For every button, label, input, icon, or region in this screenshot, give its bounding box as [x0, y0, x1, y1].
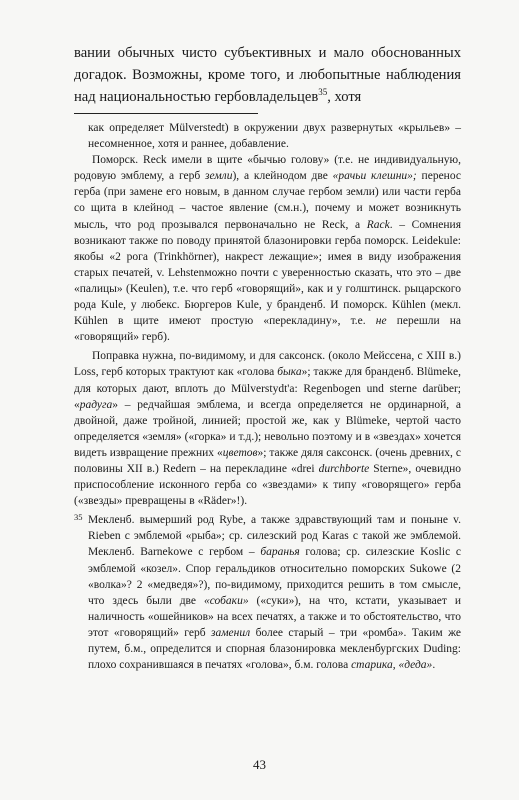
- footnote-paragraph-correction: [74, 348, 461, 509]
- footnote-text: Поморск. Reck имели в щите «бычью голову» (т.е. не индивидуальную, родовую эмблему, а герб: [74, 154, 461, 183]
- footnotes: [74, 120, 461, 673]
- footnote-text: Поправка нужна, по-видимому, и для саксонск. (около Мейссена, с XIII в.) Loss, герб которых трактуют как «голова: [74, 350, 461, 379]
- main-text-part: вании обычных чисто субъективных и мало обоснованных догадок. Возможны, кроме того, и любопытные наблюдения над национальностью гербовладельцев: [74, 45, 461, 105]
- footnote-text: голова; ср. силезские Koslic с эмблемой «козел». Спор геральдиков относительно поморских Sukowe (2 «волка»? 2 «медведя»?), по-видимому, приходится решить в том смысле, что здесь были две: [88, 546, 461, 607]
- footnote-number: 35: [74, 512, 83, 523]
- page-number: 43: [253, 757, 266, 772]
- footnote-italic: баранья: [260, 546, 300, 559]
- footnote-35: [74, 512, 461, 673]
- main-paragraph: [74, 42, 461, 108]
- footnote-italic: старика, «деда»: [351, 659, 433, 672]
- footnote-text: («суки»), на что, кстати, указывает и наличность «ошейников» на всех печатях, а также и то обстоятельство, что этот «говорящий» герб: [88, 594, 462, 639]
- footnote-italic: «собаки»: [203, 594, 249, 607]
- footnote-text: Sterne», очевидно приспособление исконного герба со «звездами» к типу «говорящего» герба («звезды» превращены в «Räder»!).: [74, 462, 461, 508]
- footnote-italic: быка: [277, 366, 302, 379]
- footnote-text: » – редчайшая эмблема, и всегда определяется не ординарной, а двойной, даже тройной, линией; простой же, как у Blümeke, чертой часто определяется «земля» («горка» и т.д.); невольно поэтому и в «звездах» хочется видеть извращение прежних «: [74, 398, 461, 459]
- footnote-paragraph-pomorsk: [74, 152, 461, 345]
- footnote-35-text: [88, 512, 461, 673]
- footnote-text: перенос герба (при замене его новым, в данном случае гербом земли) или части герба со щита в клейнод – частое явление (см.н.), почему и может возникнуть мысль, что род прозывался первоначально не Reck, а: [74, 170, 461, 231]
- footnote-ref-35[interactable]: 35: [318, 87, 328, 98]
- footnote-text: более старый – три «ромба». Таким же путем, б.м., определится и спорная блазонировка мекленбургских Duding: плохо сохранившаяся в печатях «голова», б.м. голова: [88, 626, 461, 672]
- footnote-italic: Rack: [366, 218, 390, 231]
- footnote-italic: «рачьи клешни»;: [332, 170, 417, 183]
- footnote-italic: заменил: [210, 626, 251, 639]
- footnote-italic: земли: [205, 170, 233, 183]
- footnote-italic: durchborte: [318, 462, 370, 475]
- footnote-separator: [74, 113, 258, 114]
- footnote-text: ), а клейнодом две: [232, 170, 333, 183]
- main-text-part: , хотя: [327, 89, 362, 105]
- footnote-italic: радуга: [79, 398, 113, 411]
- footnote-text: . – Сомнения возникают также по поводу принятой блазонировки герба поморск. Leidekule: якобы «2 рога (Trinkhörner), накрест лежащие»; имея в виду изображения старых печатей, v. Lehstenможно почти с уверенностью сказать, что это – две «палицы» (Keulen), т.е. что герб «говорящий», как и у голштинск. рыцарского рода Kule, у любекс. Бюргеров Kule, у бранденб. И поморск. Kühlen (мекл. Kühlen в щите имеют простую «перекладину», т.е.: [74, 218, 461, 328]
- footnote-italic: не: [375, 315, 387, 328]
- footnote-continuation: [74, 120, 461, 152]
- footnote-text: перешли на «говорящий» герб).: [74, 315, 461, 344]
- footnote-text: .: [432, 659, 436, 672]
- footnote-text: как определяет Mülverstedt) в окружении двух развернутых «крыльев» – несомненное, хотя и раннее, добавление.: [88, 122, 461, 151]
- footnote-italic: цветов: [222, 446, 258, 459]
- main-text: [74, 42, 461, 108]
- footnote-text: »; также дяля саксонск. (очень древних, с половины XII в.) Redern – на перекладине «drei: [74, 446, 461, 475]
- footnote-text: Мекленб. вымерший род Rybe, а также здравствующий там и поныне v. Rieben с эмблемой «рыба»; ср. силезский род Karas с такой же эмблемой. Мекленб. Barnekowe с гербом –: [88, 514, 461, 559]
- footnote-text: »; также для бранденб. Blümeke, для которых дают, вплоть до Mülverstydt'a: Regenbogen und sterne darüber; «: [74, 366, 462, 411]
